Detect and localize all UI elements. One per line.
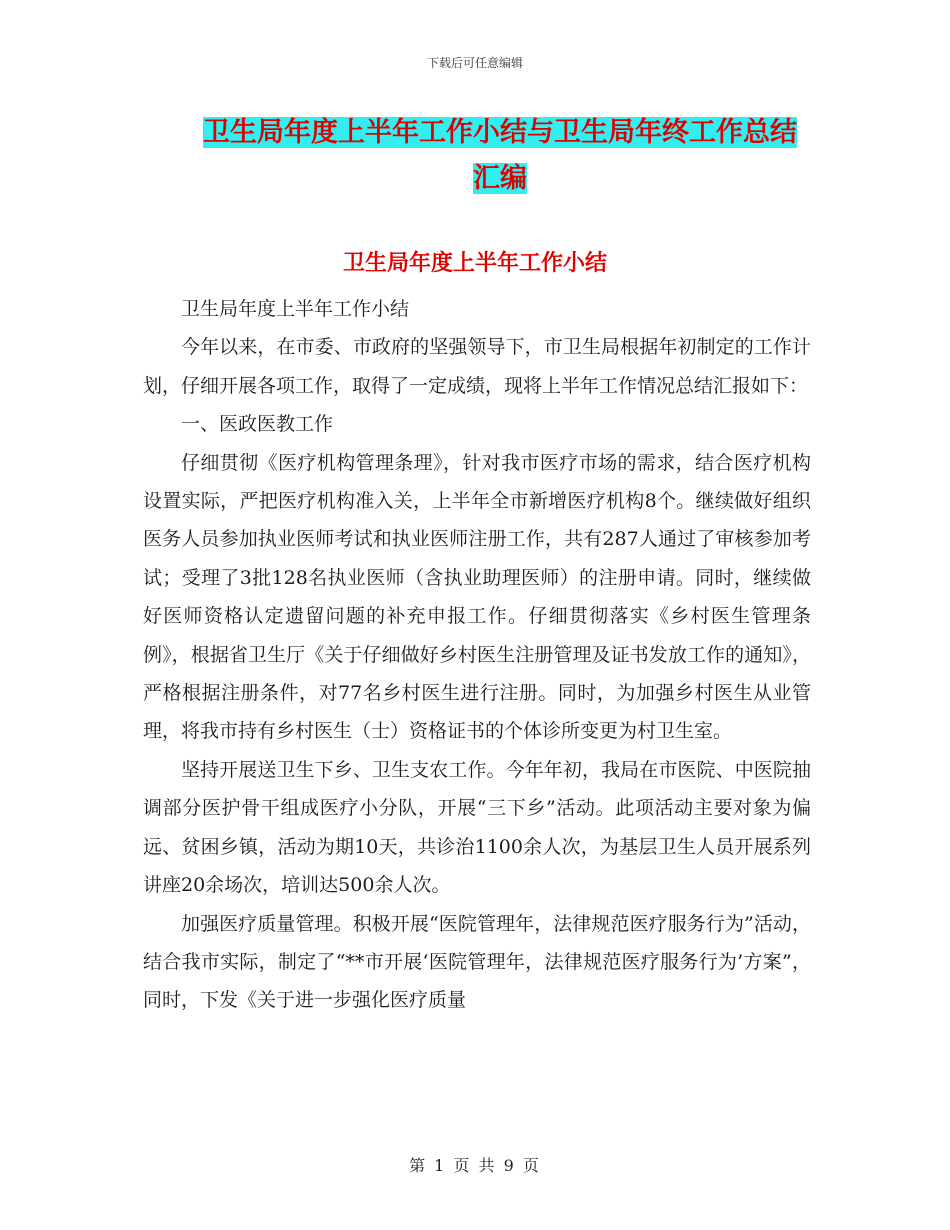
paragraph: 坚持开展送卫生下乡、卫生支农工作。今年年初，我局在市医院、中医院抽调部分医护骨干组成医疗小分队，开展“三下乡”活动。此项活动主要对象为偏远、贫困乡镇，活动为期10天，共诊治1100余人次，为基层卫生人员开展系列讲座20余场次，培训达500余人次。 xyxy=(143,758,811,897)
document-body xyxy=(143,290,811,1020)
section-title: 卫生局年度上半年工作小结 xyxy=(342,251,607,276)
paragraph: 加强医疗质量管理。积极开展“医院管理年，法律规范医疗服务行为”活动，结合我市实际，制定了“**市开展‘医院管理年，法律规范医疗服务行为’方案”，同时，下发《关于进一步强化医疗质量 xyxy=(143,912,811,1012)
paragraph: 今年以来，在市委、市政府的坚强领导下，市卫生局根据年初制定的工作计划，仔细开展各项工作，取得了一定成绩，现将上半年工作情况总结汇报如下： xyxy=(143,336,811,397)
paragraph: 一、医政医教工作 xyxy=(181,413,334,436)
paragraph: 仔细贯彻《医疗机构管理条理》，针对我市医疗市场的需求，结合医疗机构设置实际，严把医疗机构准入关，上半年全市新增医疗机构8个。继续做好组织医务人员参加执业医师考试和执业医师注册工作，共有287人通过了审核参加考试；受理了3批128名执业医师（含执业助理医师）的注册申请。同时，继续做好医师资格认定遗留问题的补充申报工作。仔细贯彻落实《乡村医生管理条例》，根据省卫生厅《关于仔细做好乡村医生注册管理及证书发放工作的通知》，严格根据注册条件，对77名乡村医生进行注册。同时，为加强乡村医生从业管理，将我市持有乡村医生（士）资格证书的个体诊所变更为村卫生室。 xyxy=(143,451,811,743)
paragraph: 卫生局年度上半年工作小结 xyxy=(181,298,410,320)
header-note: 下载后可任意编辑 xyxy=(426,56,523,70)
document-title-text: 卫生局年度上半年工作小结与卫生局年终工作总结汇编 xyxy=(203,117,797,194)
page-footer: 第 1 页 共 9 页 xyxy=(409,1156,541,1175)
document-title xyxy=(190,110,810,202)
